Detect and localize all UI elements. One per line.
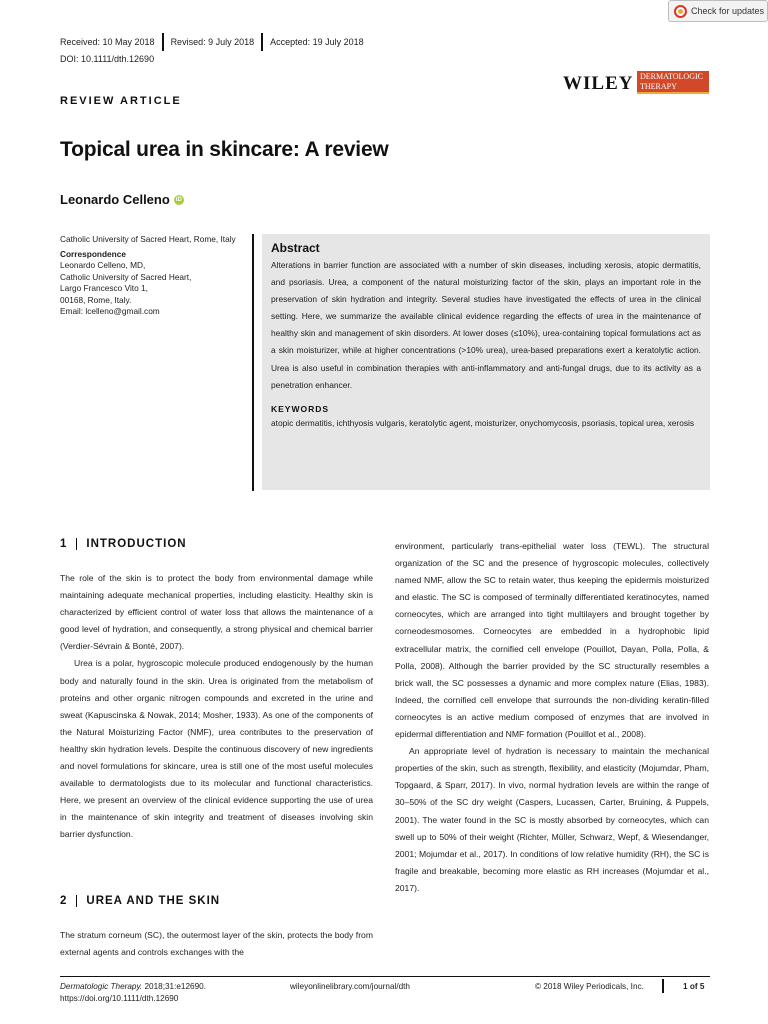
doi: DOI: 10.1111/dth.12690: [60, 54, 155, 64]
publisher-logo: WILEY: [563, 73, 634, 94]
affiliation-block: [60, 234, 240, 318]
correspondence-line: 00168, Rome, Italy.: [60, 294, 132, 305]
correspondence-email[interactable]: Email: lcelleno@gmail.com: [60, 306, 160, 316]
crossmark-icon: [674, 5, 687, 18]
section-number: 1: [60, 538, 68, 550]
footer-divider: [60, 976, 710, 977]
institution: Catholic University of Sacred Heart, Rome, Italy: [60, 234, 236, 244]
section-number: 2: [60, 895, 68, 907]
orcid-icon[interactable]: iD: [175, 196, 182, 203]
keywords-heading: KEYWORDS: [271, 403, 330, 414]
correspondence-line: Largo Francesco Vito 1,: [60, 283, 148, 293]
section-1-body: [60, 570, 373, 844]
article-dates: [60, 36, 364, 48]
footer-citation: [60, 981, 206, 1005]
section-2-body: [60, 927, 373, 961]
doi-link[interactable]: https://doi.org/10.1111/dth.12690: [60, 994, 179, 1003]
paragraph: The stratum corneum (SC), the outermost layer of the skin, protects the body from external agents and controls exchanges with the: [60, 930, 373, 958]
abstract-heading: Abstract: [271, 241, 320, 255]
abstract-box: [262, 234, 710, 490]
section-title: INTRODUCTION: [86, 538, 187, 550]
article-type: REVIEW ARTICLE: [60, 95, 182, 107]
paragraph: Urea is a polar, hygroscopic molecule produced endogenously by the human body and naturally found in the skin. Urea is originated from the metabolism of proteins and other organic nitrogen compounds and excreted in the urine and sweat (Kapuscinska & Nowak, 2014; Mosher, 1933). As one of the components of the Natural Moisturizing Factor (NMF), urea contributes to the preservation of healthy skin hydration levels. Despite the continuous discovery of new ingredients and novel formulations for skincare, urea is still one of the most useful molecules available to dermatologists due to its molecular and functional characteristics. Here, we present an overview of the clinical evidence supporting the use of urea in the maintenance of skin integrity and treatment of diseases involving skin barrier dysfunction.: [60, 658, 373, 840]
section-1-heading: [60, 538, 187, 550]
paragraph: The role of the skin is to protect the body from environmental damage while maintaining adequate mechanical properties, including elasticity. Healthy skin is characterized by efficient control of water loss that allows the maintenance of a good level of hydration, and consequently, a strong physical and chemical barrier (Verdier-Sévrain & Bonté, 2007).: [60, 573, 373, 652]
journal-logo-line1: DERMATOLOGIC: [640, 72, 703, 81]
abstract-text: Alterations in barrier function are associated with a number of skin diseases, including xerosis, atopic dermatitis, and psoriasis. Urea, a component of the natural moisturizing factor of the skin, plays an important role in the preservation of skin hydration and integrity. Several studies have investigated the effects of urea in the clinical setting. Here, we summarize the available clinical evidence regarding the effects of urea in the maintenance of healthy skin and management of skin disorders. At lower doses (≤10%), urea-containing topical formulations act as a skin moisturizer, while at higher concentrations (>10% urea), urea-based preparations exert a keratolytic action. Urea is also useful in combination therapies with anti-inflammatory and anti-fungal drugs, due to its activity as a penetration enhancer.: [271, 260, 701, 390]
journal-logo: [637, 71, 709, 94]
journal-site-link[interactable]: wileyonlinelibrary.com/journal/dth: [290, 982, 410, 991]
revised-date: Revised: 9 July 2018: [170, 37, 255, 47]
journal-logo-line2: THERAPY: [640, 82, 677, 91]
accepted-date: Accepted: 19 July 2018: [270, 37, 364, 47]
keywords-text: atopic dermatitis, ichthyosis vulgaris, keratolytic agent, moisturizer, onychomycosis, psoriasis, topical urea, xerosis: [271, 417, 695, 428]
section-title: UREA AND THE SKIN: [86, 895, 221, 907]
right-column-body: [395, 538, 709, 897]
check-for-updates-label: Check for updates: [691, 6, 765, 16]
footer-separator: [662, 979, 664, 993]
correspondence-line: Leonardo Celleno, MD,: [60, 260, 146, 270]
citation: 2018;31:e12690.: [142, 982, 206, 991]
journal-name: Dermatologic Therapy.: [60, 982, 143, 991]
copyright: © 2018 Wiley Periodicals, Inc.: [535, 982, 644, 991]
column-divider: [252, 234, 254, 491]
section-2-heading: [60, 895, 220, 907]
divider: [261, 33, 263, 51]
paragraph: An appropriate level of hydration is necessary to maintain the mechanical properties of the skin, such as strength, flexibility, and elasticity (Mojumdar, Pham, Topgaard, & Sparr, 2017). In vivo, normal hydration levels are within the range of 30–50% of the SC dry weight (Caspers, Lucassen, Carter, Bruining, & Puppels, 2001). The water found in the SC is mostly absorbed by corneocytes, which can swell up to 50% of their weight (Richter, Müller, Schwarz, Wepf, & Wiesendanger, 2001; Mojumdar et al., 2017). In conditions of low relative humidity (RH), the SC is fragile and breakable, becoming more elastic as RH increases (Mojumdar et al., 2017).: [395, 746, 709, 893]
correspondence-label: Correspondence: [60, 248, 126, 259]
author: [60, 192, 184, 207]
paragraph: environment, particularly trans-epithelial water loss (TEWL). The structural organization of the SC and the presence of hygroscopic molecules, collectively named NMF, allow the SC to retain water, thus keeping the epidermis moisturized and elastic. The SC is composed of terminally differentiated keratinocytes, named corneocytes, which are arranged into tight multilayers and brought together by corneodesmosomes. Corneocytes are embedded in a hydrophobic lipid extracellular matrix, the cornified cell envelope (Pouillot, Dayan, Polla, Polla, & Polla, 2008). Although the barrier provided by the SC structurally resembles a brick wall, the SC possesses a dynamic and more complex nature (Elias, 1983). Indeed, the cornified cell envelope that surrounds the non-dividing keratin-filled corneocytes is an active medium composed of enzymes that are involved in epidermal differentiation and NMF formation (Pouillot et al., 2008).: [395, 541, 709, 740]
divider: [162, 33, 164, 51]
article-title: Topical urea in skincare: A review: [60, 138, 389, 161]
heading-divider: [76, 895, 77, 907]
heading-divider: [76, 538, 77, 550]
check-for-updates-button[interactable]: [668, 0, 768, 22]
page-number: 1 of 5: [683, 982, 705, 991]
author-name[interactable]: Leonardo Celleno: [60, 192, 170, 207]
received-date: Received: 10 May 2018: [60, 37, 155, 47]
correspondence-line: Catholic University of Sacred Heart,: [60, 271, 192, 282]
